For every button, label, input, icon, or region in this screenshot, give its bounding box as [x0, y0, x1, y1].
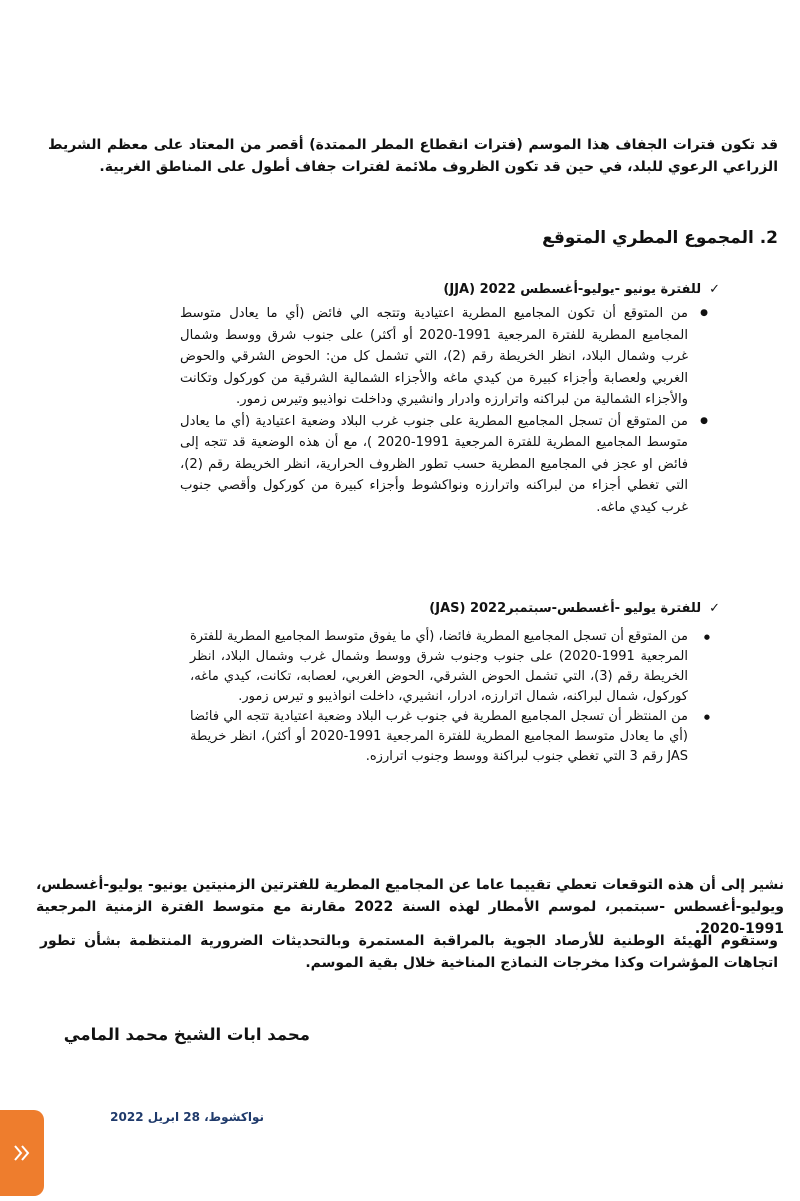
period-jja-list [180, 303, 688, 518]
closing-paragraph: وستقوم الهيئة الوطنية للأرصاد الجوية بالمراقبة المستمرة وبالتحديثات الضرورية المنتظمة بشأن تطور اتجاهات المؤشرات وكذا مخرجات النماذج المناخية خلال بقية الموسم. [40, 933, 778, 971]
side-tab-button[interactable] [0, 1110, 44, 1196]
checkmark-icon: ✓ [709, 601, 720, 616]
period-jja-title: للفترة يونيو -يوليو-أغسطس 2022 (JJA) [443, 282, 702, 297]
list-item: ● من المتوقع أن تسجل المجاميع المطرية على جنوب غرب البلاد وضعية اعتيادية (أي ما يعادل متوسط المجاميع المطرية للفترة المرجعية 1991-2020 )، مع أن هذه الوضعية قد تتجه إلى فائض او عجز في المجاميع المطرية حسب تطور الظروف الحرارية، انظر الخريطة رقم (2)، التي تغطي أجزاء من لبراكنه واترارزه ونواكشوط وأجزاء كبيرة من كوركول وأقصي جنوب غرب كيدي ماغه. [180, 411, 688, 519]
list-item: ● من المنتظر أن تسجل المجاميع المطرية في جنوب غرب البلاد وضعية اعتيادية تتجه الي فائضا (أي ما يعادل متوسط المجاميع المطرية للفترة المرجعية 1991-2020 أو أكثر)، انظر خريطة JAS رقم 3 التي تغطي جنوب لبراكنة ووسط وجنوب اترارزه. [190, 707, 688, 767]
signature: محمد ابات الشيخ محمد المامي [63, 1025, 310, 1044]
date-line: نواكشوط، 28 ابريل 2022 [110, 1110, 264, 1124]
period-jas-title: للفترة يوليو -أغسطس-سبتمبر2022 (JAS) [429, 601, 702, 616]
list-item: ● من المتوقع أن تكون المجاميع المطرية اعتيادية وتتجه الي فائض (أي ما يعادل متوسط المجاميع المطرية للفترة المرجعية 1991-2020 أو أكثر) على جنوب شرق ووسط وشمال غرب وشمال البلاد، انظر الخريطة رقم (2)، التي تشمل كل من: الحوض الشرقي والحوض الغربي ولعصابة وأجزاء كبيرة من كيدي ماغه والأجزاء الشمالية الشرقية من كوركول وتكانت والأجزاء الشمالية من لبراكنه واترارزه وادرار وانشيري وداخلت نواذيبو وتيرس زمور. [180, 303, 688, 411]
period-jja-heading [20, 280, 720, 300]
checkmark-icon: ✓ [709, 282, 720, 297]
section-heading: 2. المجموع المطري المتوقع [542, 228, 778, 248]
period-jas-list [190, 627, 688, 767]
double-chevron-right-icon [12, 1143, 32, 1163]
list-item: ● من المتوقع أن تسجل المجاميع المطرية فائضا، (أي ما يفوق متوسط المجاميع المطرية للفترة المرجعية 1991-2020) على جنوب وجنوب شرق ووسط وشمال غرب وشمال البلاد، انظر الخريطة رقم (3)، التي تشمل الحوض الشرقي، الحوض الغربي، لعصابه، تكانت، كيدي ماغه، كوركول، شمال لبراكنه، شمال اترارزه، ادرار، انشيري، داخلت انواذيبو و تيرس زمور. [190, 627, 688, 707]
intro-paragraph: قد تكون فترات الجفاف هذا الموسم (فترات انقطاع المطر الممتدة) أقصر من المعتاد على معظم الشريط الزراعي الرعوي للبلد، في حين قد تكون الظروف ملائمة لفترات جفاف أطول على المناطق الغربية. [48, 137, 778, 175]
period-jas-heading [20, 599, 720, 619]
summary-paragraph: نشير إلى أن هذه التوقعات تعطي تقييما عاما عن المجاميع المطرية للفترتين الزمنيتين يونيو- يوليو-أغسطس، ويوليو-أغسطس -سبتمبر، لموسم الأمطار لهذه السنة 2022 مقارنة مع متوسط الفترة الزمنية المرجعية 1991-2020. [36, 877, 784, 937]
